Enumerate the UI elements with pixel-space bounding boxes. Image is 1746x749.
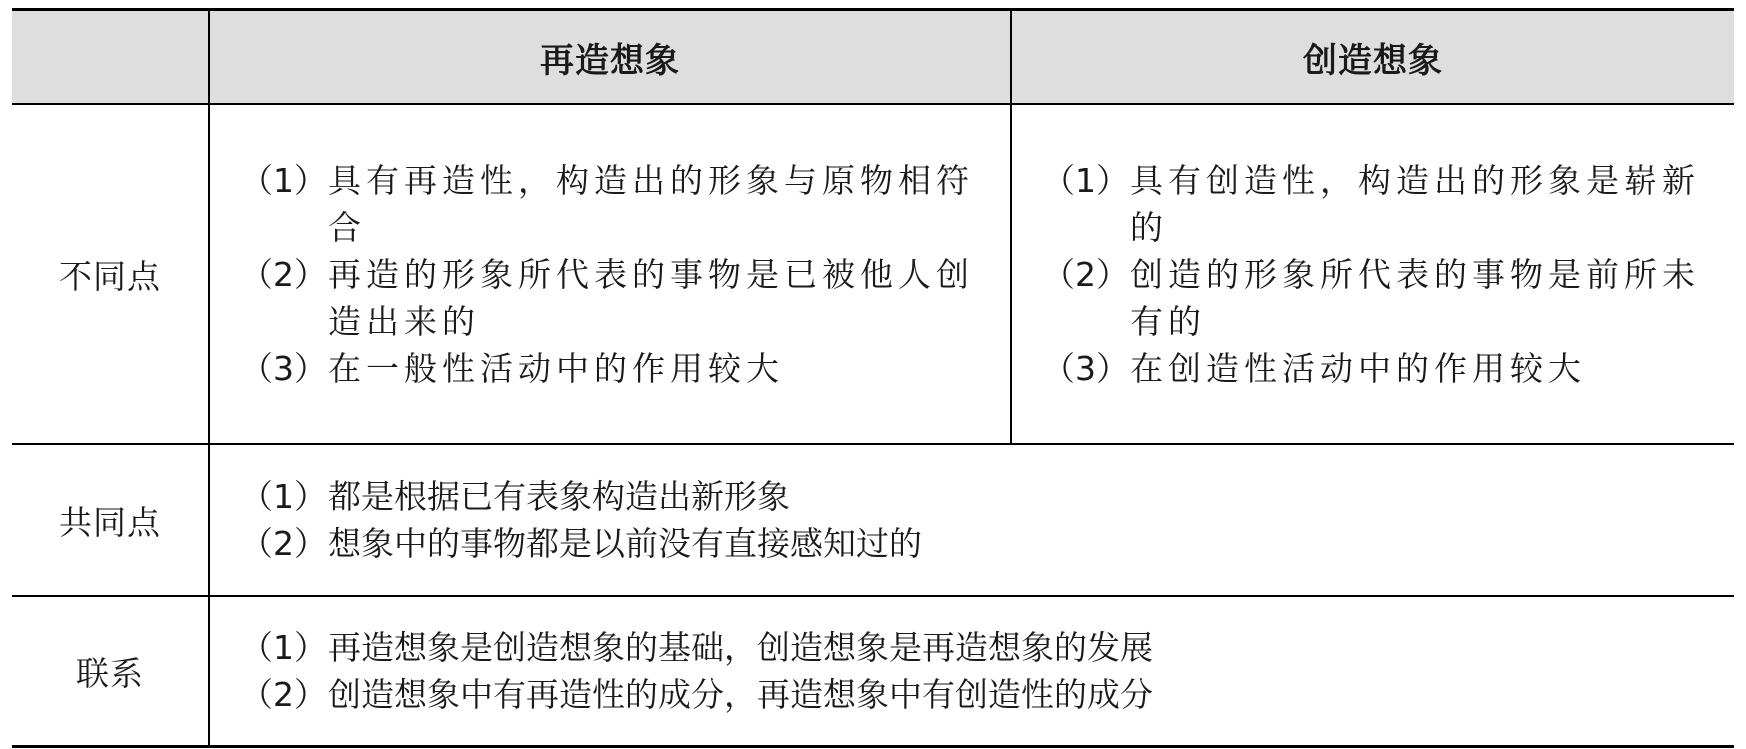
list-item	[1042, 157, 1716, 251]
header-empty-cell	[12, 10, 209, 105]
item-number: （2）	[240, 675, 327, 714]
item-number: （2）	[1042, 254, 1129, 294]
header-creative-imagination: 创造想象	[1011, 10, 1734, 105]
item-text: 再造想象是创造想象的基础，创造想象是再造想象的发展	[328, 628, 1153, 667]
item-text: 在创造性活动中的作用较大	[1130, 348, 1586, 388]
list-item	[240, 520, 1716, 567]
list-item	[240, 251, 992, 345]
list-item	[1042, 345, 1716, 392]
item-text: 都是根据已有表象构造出新形象	[328, 477, 790, 516]
item-number: （3）	[1042, 348, 1129, 388]
differences-reproductive-cell	[209, 104, 1011, 444]
differences-creative-cell	[1011, 104, 1734, 444]
list-item	[240, 624, 1716, 671]
list-item	[240, 473, 1716, 520]
item-text: 创造想象中有再造性的成分，再造想象中有创造性的成分	[328, 675, 1153, 714]
item-text: 想象中的事物都是以前没有直接感知过的	[328, 524, 922, 563]
item-text: 创造的形象所代表的事物是前所未有的	[1130, 254, 1700, 341]
item-text: 具有再造性，构造出的形象与原物相符合	[328, 160, 974, 247]
item-text: 具有创造性，构造出的形象是崭新的	[1130, 160, 1700, 247]
item-number: （1）	[240, 160, 327, 200]
common-points-cell	[209, 444, 1734, 596]
item-number: （1）	[1042, 160, 1129, 200]
item-number: （1）	[240, 477, 327, 516]
relation-cell	[209, 596, 1734, 747]
item-number: （1）	[240, 628, 327, 667]
table-row-common-points	[12, 444, 1734, 596]
item-number: （2）	[240, 254, 327, 294]
list-item	[240, 671, 1716, 718]
item-text: 再造的形象所代表的事物是已被他人创造出来的	[328, 254, 974, 341]
row-label-relation: 联系	[12, 596, 209, 747]
comparison-table	[12, 8, 1734, 748]
row-label-differences: 不同点	[12, 104, 209, 444]
list-item	[1042, 251, 1716, 345]
list-item	[240, 345, 992, 392]
table-row-relation	[12, 596, 1734, 747]
row-label-common-points: 共同点	[12, 444, 209, 596]
list-item	[240, 157, 992, 251]
item-number: （2）	[240, 524, 327, 563]
item-number: （3）	[240, 348, 327, 388]
item-text: 在一般性活动中的作用较大	[328, 348, 784, 388]
table-row-differences	[12, 104, 1734, 444]
table-header-row	[12, 10, 1734, 105]
header-reproductive-imagination: 再造想象	[209, 10, 1011, 105]
